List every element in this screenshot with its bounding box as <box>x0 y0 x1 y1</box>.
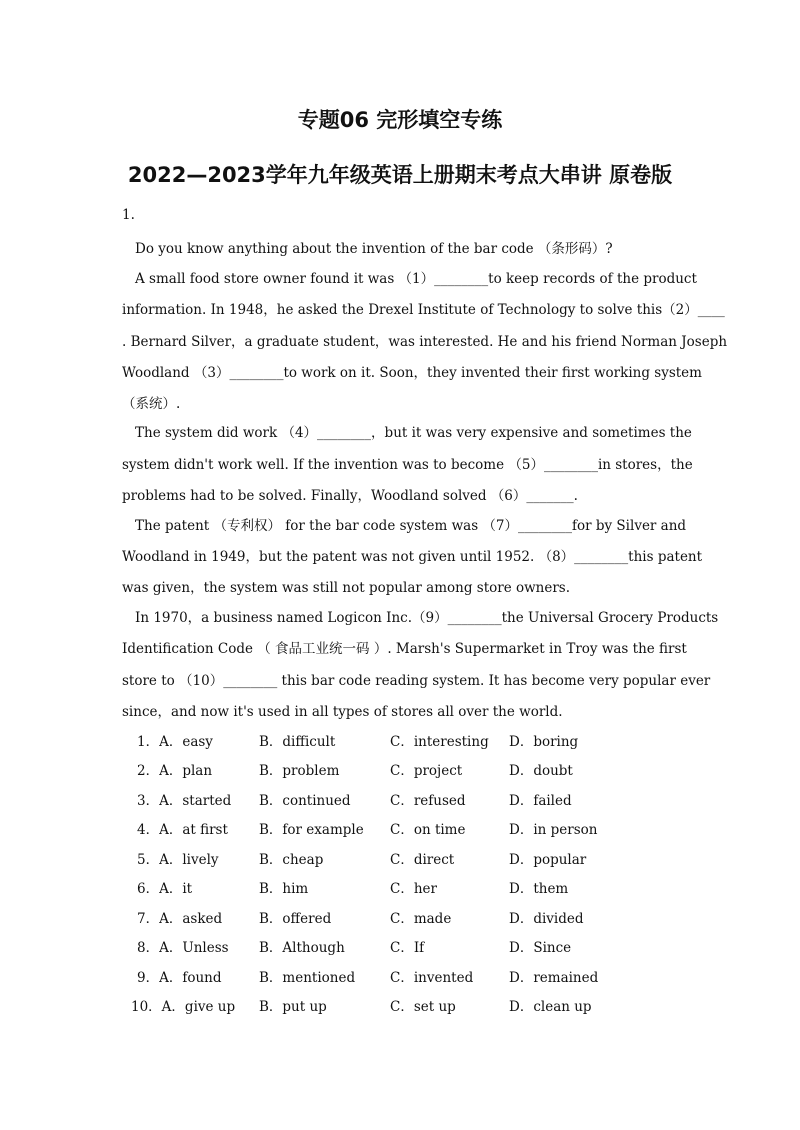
option-d: D．Since <box>509 940 572 956</box>
option-a: 10．A．give up <box>131 999 236 1015</box>
option-c: C．refused <box>390 793 466 809</box>
option-d: D．in person <box>509 822 598 838</box>
option-a: 8．A．Unless <box>137 940 229 956</box>
option-b: B．difficult <box>259 734 336 750</box>
option-d: D．doubt <box>509 763 573 779</box>
option-d: D．divided <box>509 911 584 927</box>
passage-line: In 1970，a business named Logicon Inc.（9）________the Universal Grocery Products <box>135 610 719 626</box>
option-b: B．mentioned <box>259 970 356 986</box>
option-d: D．remained <box>509 970 599 986</box>
option-b: B．him <box>259 881 309 897</box>
option-a: 1．A．easy <box>137 734 213 750</box>
passage-line: Identification Code （ 食品工业统一码 ）. Marsh's Supermarket in Troy was the first <box>122 641 687 657</box>
option-a: 7．A．asked <box>137 911 223 927</box>
passage-line: （系统）. <box>122 396 181 412</box>
passage-line: Woodland （3）________to work on it. Soon，they invented their first working system <box>122 365 702 381</box>
passage-line: . Bernard Silver，a graduate student，was interested. He and his friend Norman Joseph <box>122 334 728 350</box>
page-title: 专题06 完形填空专练 <box>297 108 503 132</box>
option-a: 6．A．it <box>137 881 193 897</box>
option-d: D．clean up <box>509 999 592 1015</box>
option-c: C．her <box>390 881 437 897</box>
passage-line: was given，the system was still not popular among store owners. <box>122 580 571 596</box>
option-b: B．offered <box>259 911 332 927</box>
option-a: 5．A．lively <box>137 852 219 868</box>
option-b: B．put up <box>259 999 327 1015</box>
option-a: 9．A．found <box>137 970 222 986</box>
option-a: 3．A．started <box>137 793 232 809</box>
passage-line: A small food store owner found it was （1）________to keep records of the product <box>135 271 697 287</box>
option-c: C．interesting <box>390 734 489 750</box>
passage-line: information. In 1948，he asked the Drexel Institute of Technology to solve this（2）____ <box>122 302 725 318</box>
option-d: D．boring <box>509 734 579 750</box>
option-c: C．on time <box>390 822 466 838</box>
option-b: B．continued <box>259 793 351 809</box>
option-b: B．problem <box>259 763 340 779</box>
option-b: B．Although <box>259 940 345 956</box>
option-a: 2．A．plan <box>137 763 213 779</box>
option-c: C．made <box>390 911 452 927</box>
option-a: 4．A．at first <box>137 822 228 838</box>
passage-line: since，and now it's used in all types of stores all over the world. <box>122 704 563 720</box>
page-subtitle: 2022—2023学年九年级英语上册期末考点大串讲 原卷版 <box>127 163 673 187</box>
passage-line: problems had to be solved. Finally，Woodland solved （6）_______. <box>122 488 578 504</box>
option-d: D．popular <box>509 852 587 868</box>
option-b: B．cheap <box>259 852 324 868</box>
option-d: D．failed <box>509 793 572 809</box>
passage-line: store to （10）________ this bar code reading system. It has become very popular ever <box>122 673 711 689</box>
option-c: C．project <box>390 763 463 779</box>
option-c: C．invented <box>390 970 474 986</box>
passage-line: system didn't work well. If the invention was to become （5）________in stores，the <box>122 457 693 473</box>
option-c: C．set up <box>390 999 456 1015</box>
option-d: D．them <box>509 881 569 897</box>
passage-line: Do you know anything about the invention of the bar code （条形码）? <box>135 241 613 257</box>
option-c: C．If <box>390 940 425 956</box>
passage-line: Woodland in 1949，but the patent was not given until 1952. （8）________this patent <box>122 549 703 565</box>
option-c: C．direct <box>390 852 455 868</box>
option-b: B．for example <box>259 822 364 838</box>
question-number: 1. <box>122 207 135 223</box>
passage-line: The patent （专利权） for the bar code system was （7）________for by Silver and <box>135 518 687 534</box>
passage-line: The system did work （4）________，but it was very expensive and sometimes the <box>135 425 692 441</box>
